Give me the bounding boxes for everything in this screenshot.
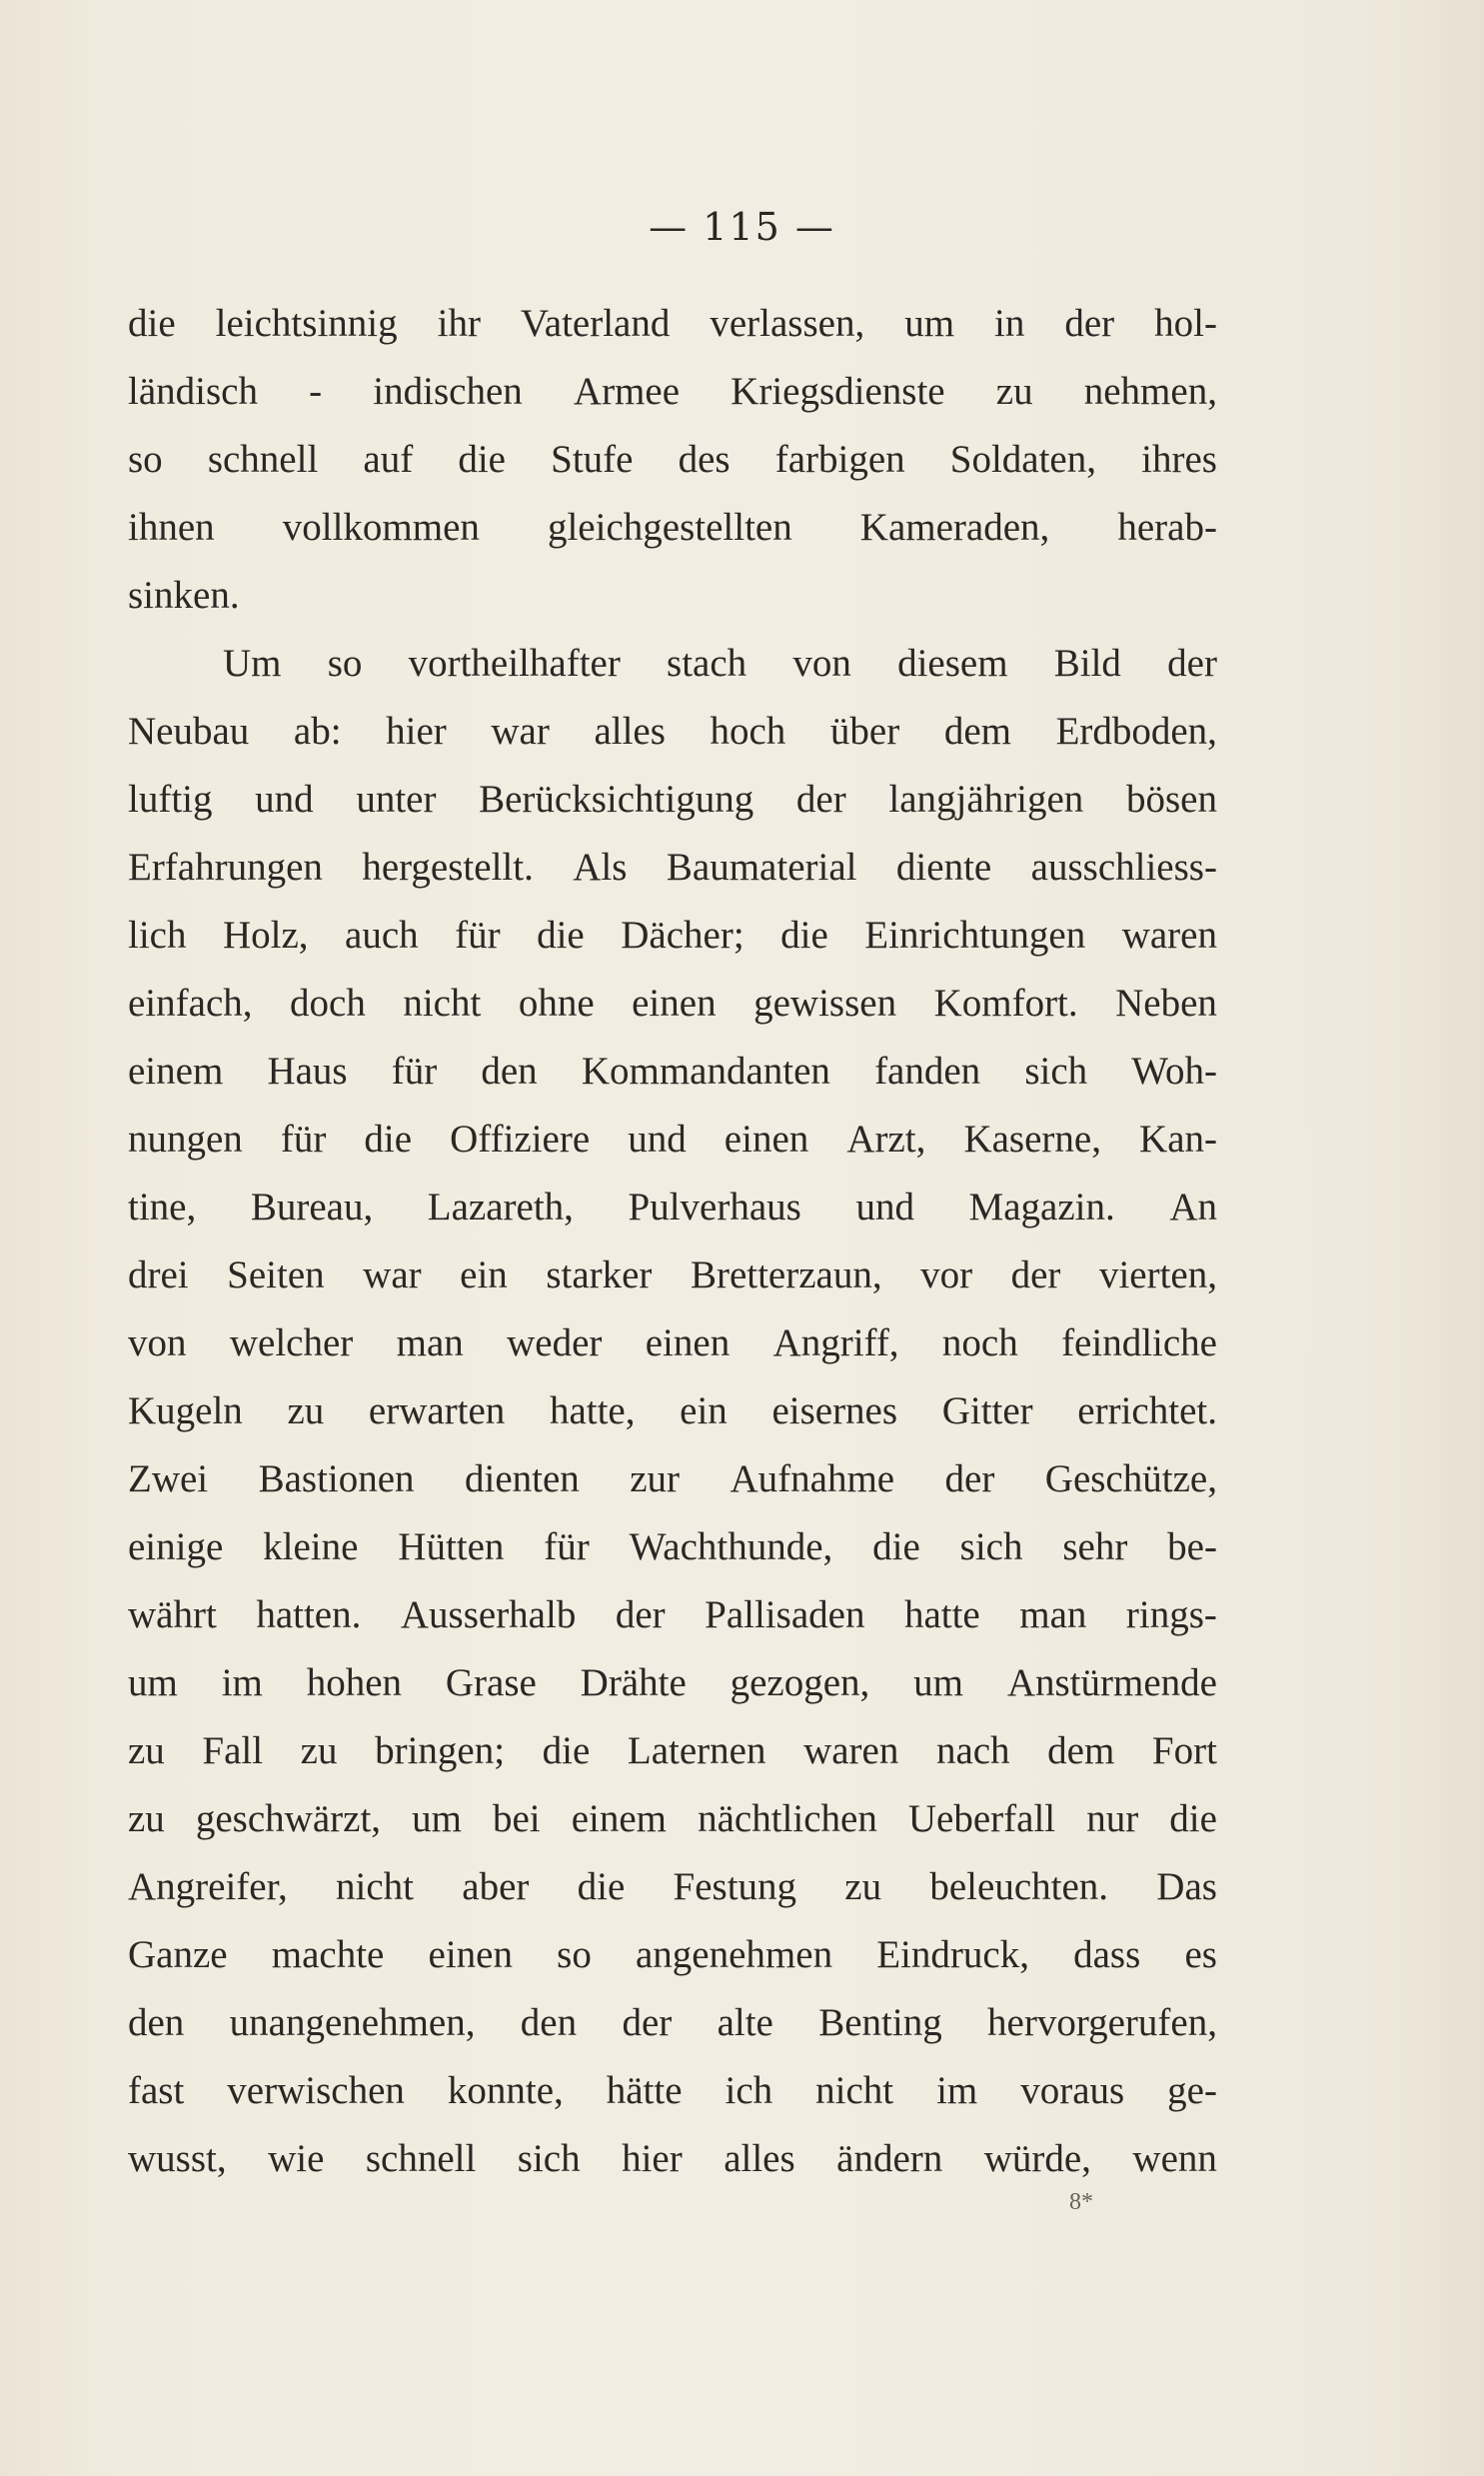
text-line: wusst, wie schnell sich hier alles ändern würde, wenn: [128, 2137, 1217, 2180]
text-line: einige kleine Hütten für Wachthunde, die sich sehr be-: [128, 1525, 1217, 1568]
text-line: Neubau ab: hier war alles hoch über dem Erdboden,: [128, 710, 1217, 753]
text-line: drei Seiten war ein starker Bretterzaun, vor der vierten,: [128, 1253, 1217, 1296]
signature-mark: 8*: [1069, 2189, 1093, 2215]
text-line: währt hatten. Ausserhalb der Pallisaden hatte man rings-: [128, 1593, 1217, 1636]
paragraph: [128, 630, 1217, 2193]
text-line: nungen für die Offiziere und einen Arzt, Kaserne, Kan-: [128, 1118, 1217, 1161]
text-line: Angreifer, nicht aber die Festung zu beleuchten. Das: [128, 1865, 1217, 1908]
text-line: so schnell auf die Stufe des farbigen Soldaten, ihres: [128, 438, 1217, 481]
text-line: luftig und unter Berücksichtigung der langjährigen bösen: [128, 778, 1217, 821]
text-line: Ganze machte einen so angenehmen Eindruck, dass es: [128, 1933, 1217, 1976]
text-line: die leichtsinnig ihr Vaterland verlassen, um in der hol-: [128, 302, 1217, 345]
text-line: um im hohen Grase Drähte gezogen, um Anstürmende: [128, 1661, 1217, 1704]
text-line: Zwei Bastionen dienten zur Aufnahme der Geschütze,: [128, 1457, 1217, 1500]
body-text: [128, 290, 1217, 2193]
text-line: Um so vortheilhafter stach von diesem Bild der: [223, 642, 1217, 685]
text-line: zu Fall zu bringen; die Laternen waren nach dem Fort: [128, 1729, 1217, 1772]
text-line: fast verwischen konnte, hätte ich nicht im voraus ge-: [128, 2069, 1217, 2112]
page-number: — 115 —: [649, 205, 835, 249]
text-line: Erfahrungen hergestellt. Als Baumaterial diente ausschliess-: [128, 846, 1217, 889]
text-line: lich Holz, auch für die Dächer; die Einrichtungen waren: [128, 914, 1217, 957]
text-line: Kugeln zu erwarten hatte, ein eisernes Gitter errichtet.: [128, 1389, 1217, 1432]
text-line: ländisch - indischen Armee Kriegsdienste zu nehmen,: [128, 370, 1217, 413]
text-line: einfach, doch nicht ohne einen gewissen Komfort. Neben: [128, 982, 1217, 1025]
paragraph: [128, 290, 1217, 630]
text-line: den unangenehmen, den der alte Benting hervorgerufen,: [128, 2001, 1217, 2044]
text-line: von welcher man weder einen Angriff, noch feindliche: [128, 1321, 1217, 1364]
text-line: sinken.: [128, 574, 240, 617]
text-line: ihnen vollkommen gleichgestellten Kameraden, herab-: [128, 506, 1217, 549]
text-line: zu geschwärzt, um bei einem nächtlichen Ueberfall nur die: [128, 1797, 1217, 1840]
text-line: tine, Bureau, Lazareth, Pulverhaus und Magazin. An: [128, 1186, 1217, 1229]
text-line: einem Haus für den Kommandanten fanden sich Woh-: [128, 1050, 1217, 1093]
